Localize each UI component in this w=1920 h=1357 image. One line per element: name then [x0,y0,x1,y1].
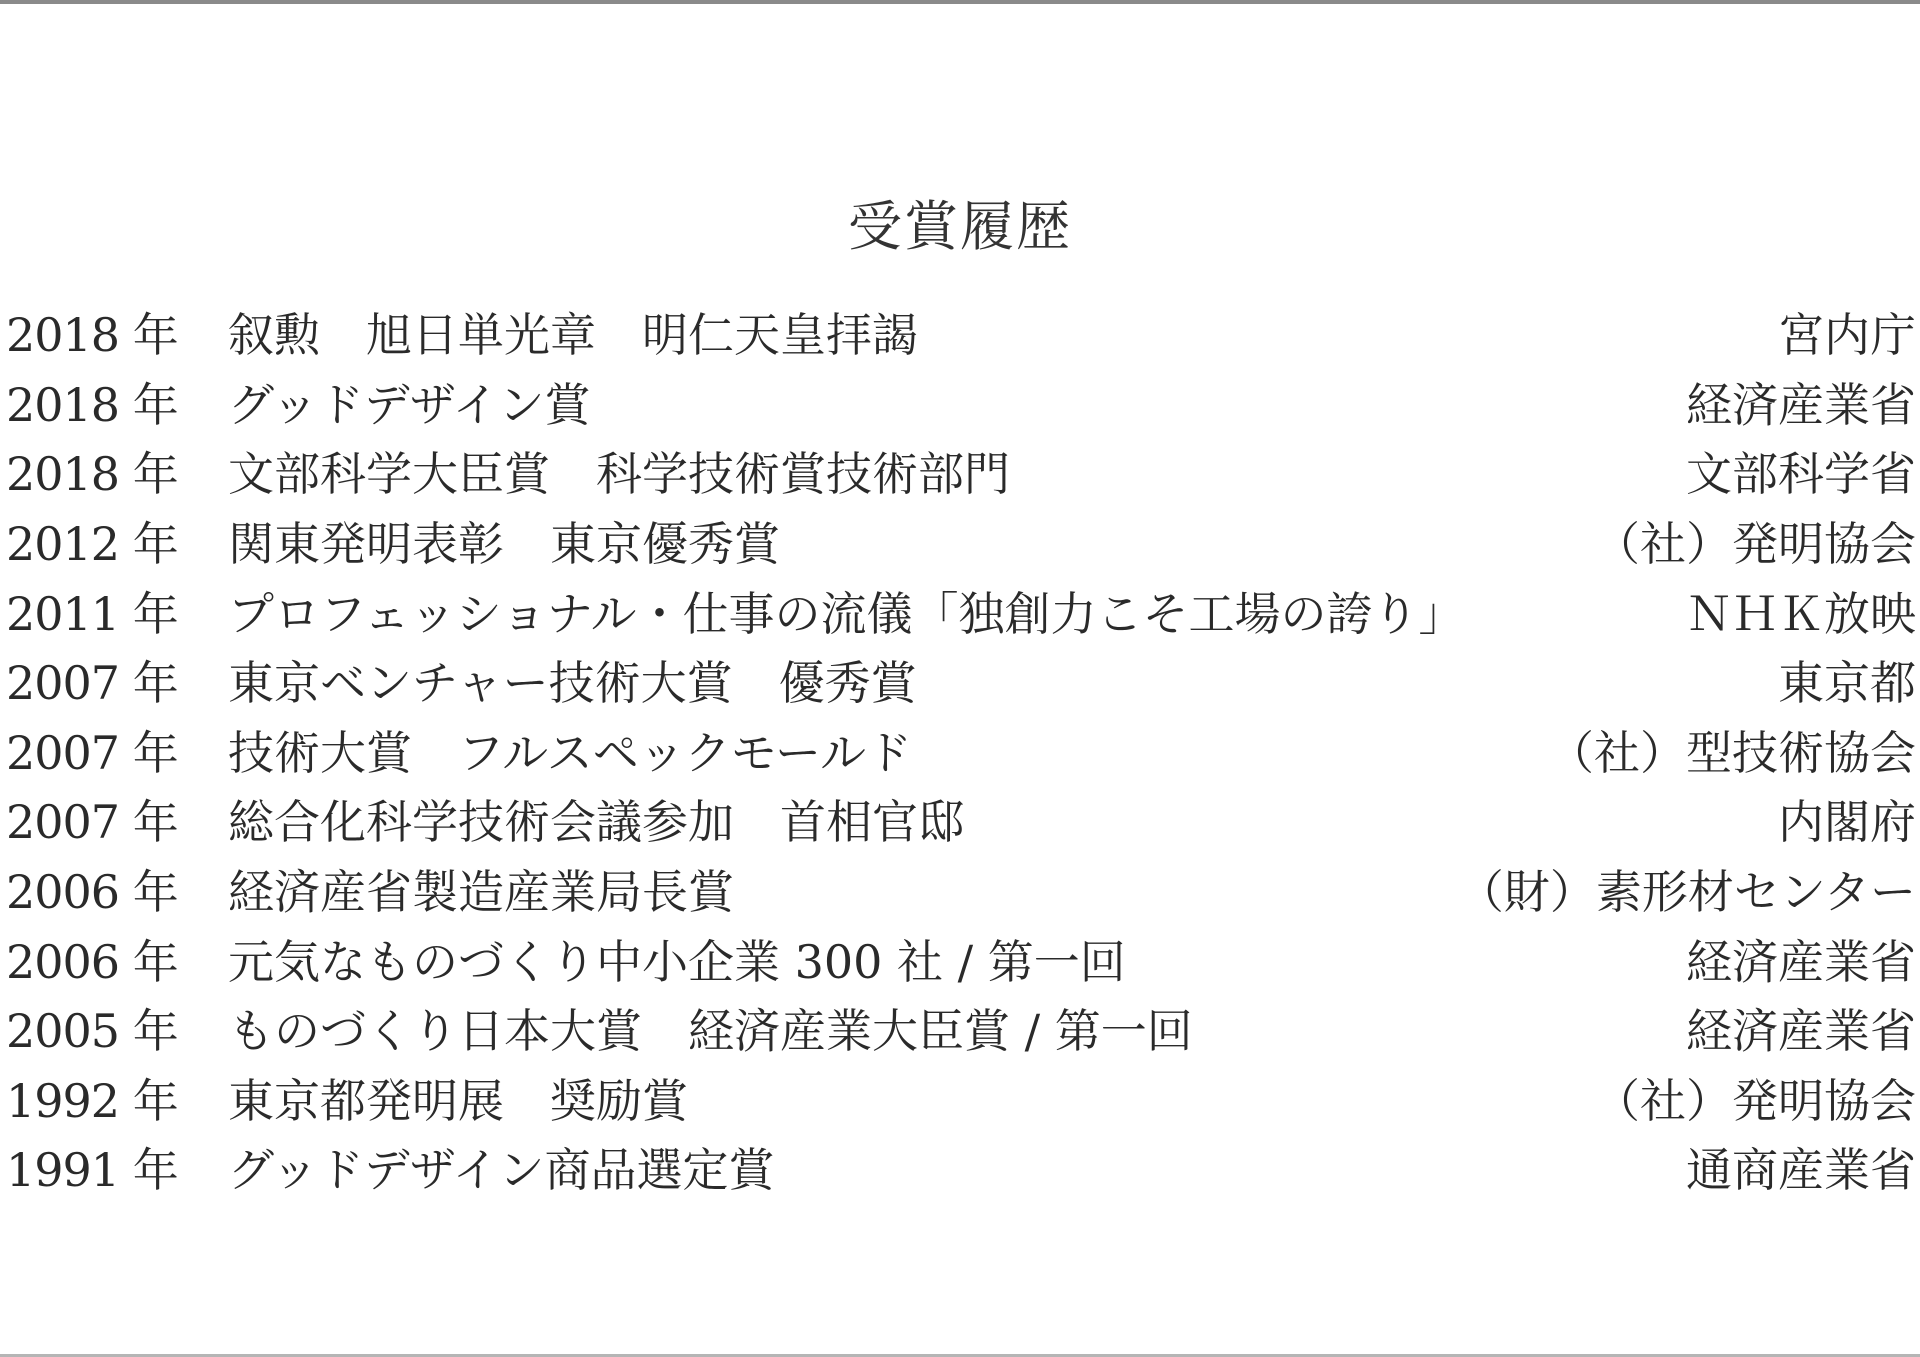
award-name: 東京都発明展 奨励賞 [228,1073,688,1128]
award-row [6,858,1916,928]
award-year: 2007 年 [6,725,178,780]
award-name: 経済産省製造産業局長賞 [228,865,734,920]
award-year: 2018 年 [6,447,178,502]
award-year: 2005 年 [6,1004,178,1059]
award-row [6,649,1916,719]
award-name: 東京ベンチャー技術大賞 優秀賞 [228,656,917,711]
award-name: グッドデザイン賞 [228,377,591,432]
award-row [6,719,1916,789]
award-organization: 通商産業省 [1686,1143,1916,1198]
award-row [6,788,1916,858]
award-year: 2006 年 [6,934,178,989]
award-row [6,440,1916,510]
award-name: ものづくり日本大賞 経済産業大臣賞 / 第一回 [228,1004,1193,1059]
award-name: 叙勲 旭日単光章 明仁天皇拝謁 [228,308,918,363]
award-organization: （社）発明協会 [1594,1073,1916,1128]
award-row [6,1136,1916,1206]
award-name: 関東発明表彰 東京優秀賞 [228,517,780,572]
award-row [6,579,1916,649]
award-year: 2007 年 [6,656,178,711]
award-row [6,927,1916,997]
award-row [6,301,1916,371]
award-year: 2018 年 [6,377,178,432]
award-organization: （社）発明協会 [1594,517,1916,572]
award-name: 総合化科学技術会議参加 首相官邸 [228,795,964,850]
award-name: グッドデザイン商品選定賞 [228,1143,775,1198]
award-row [6,997,1916,1067]
award-name: 文部科学大臣賞 科学技術賞技術部門 [228,447,1010,502]
award-organization: 宮内庁 [1778,308,1916,363]
award-organization: 経済産業省 [1686,934,1916,989]
award-organization: 経済産業省 [1686,377,1916,432]
award-year: 2006 年 [6,865,178,920]
award-row [6,371,1916,441]
award-year: 1991 年 [6,1143,178,1198]
award-year: 2007 年 [6,795,178,850]
award-name: 技術大賞 フルスペックモールド [228,725,913,780]
award-organization: 経済産業省 [1686,1004,1916,1059]
award-organization: 文部科学省 [1686,447,1916,502]
page-title: 受賞履歴 [848,195,1072,258]
award-organization: （社）型技術協会 [1548,725,1916,780]
award-organization: ＮＨＫ放映 [1686,586,1916,641]
award-year: 2011 年 [6,586,178,641]
award-year: 2018 年 [6,308,178,363]
awards-list [6,301,1916,1206]
award-organization: （財）素形材センター [1457,865,1916,920]
award-row [6,510,1916,580]
award-name: プロフェッショナル・仕事の流儀「独創力こそ工場の誇り」 [228,586,1465,641]
award-name: 元気なものづくり中小企業 300 社 / 第一回 [228,934,1126,989]
award-row [6,1067,1916,1137]
award-organization: 東京都 [1778,656,1916,711]
award-year: 2012 年 [6,517,178,572]
award-year: 1992 年 [6,1073,178,1128]
award-organization: 内閣府 [1778,795,1916,850]
